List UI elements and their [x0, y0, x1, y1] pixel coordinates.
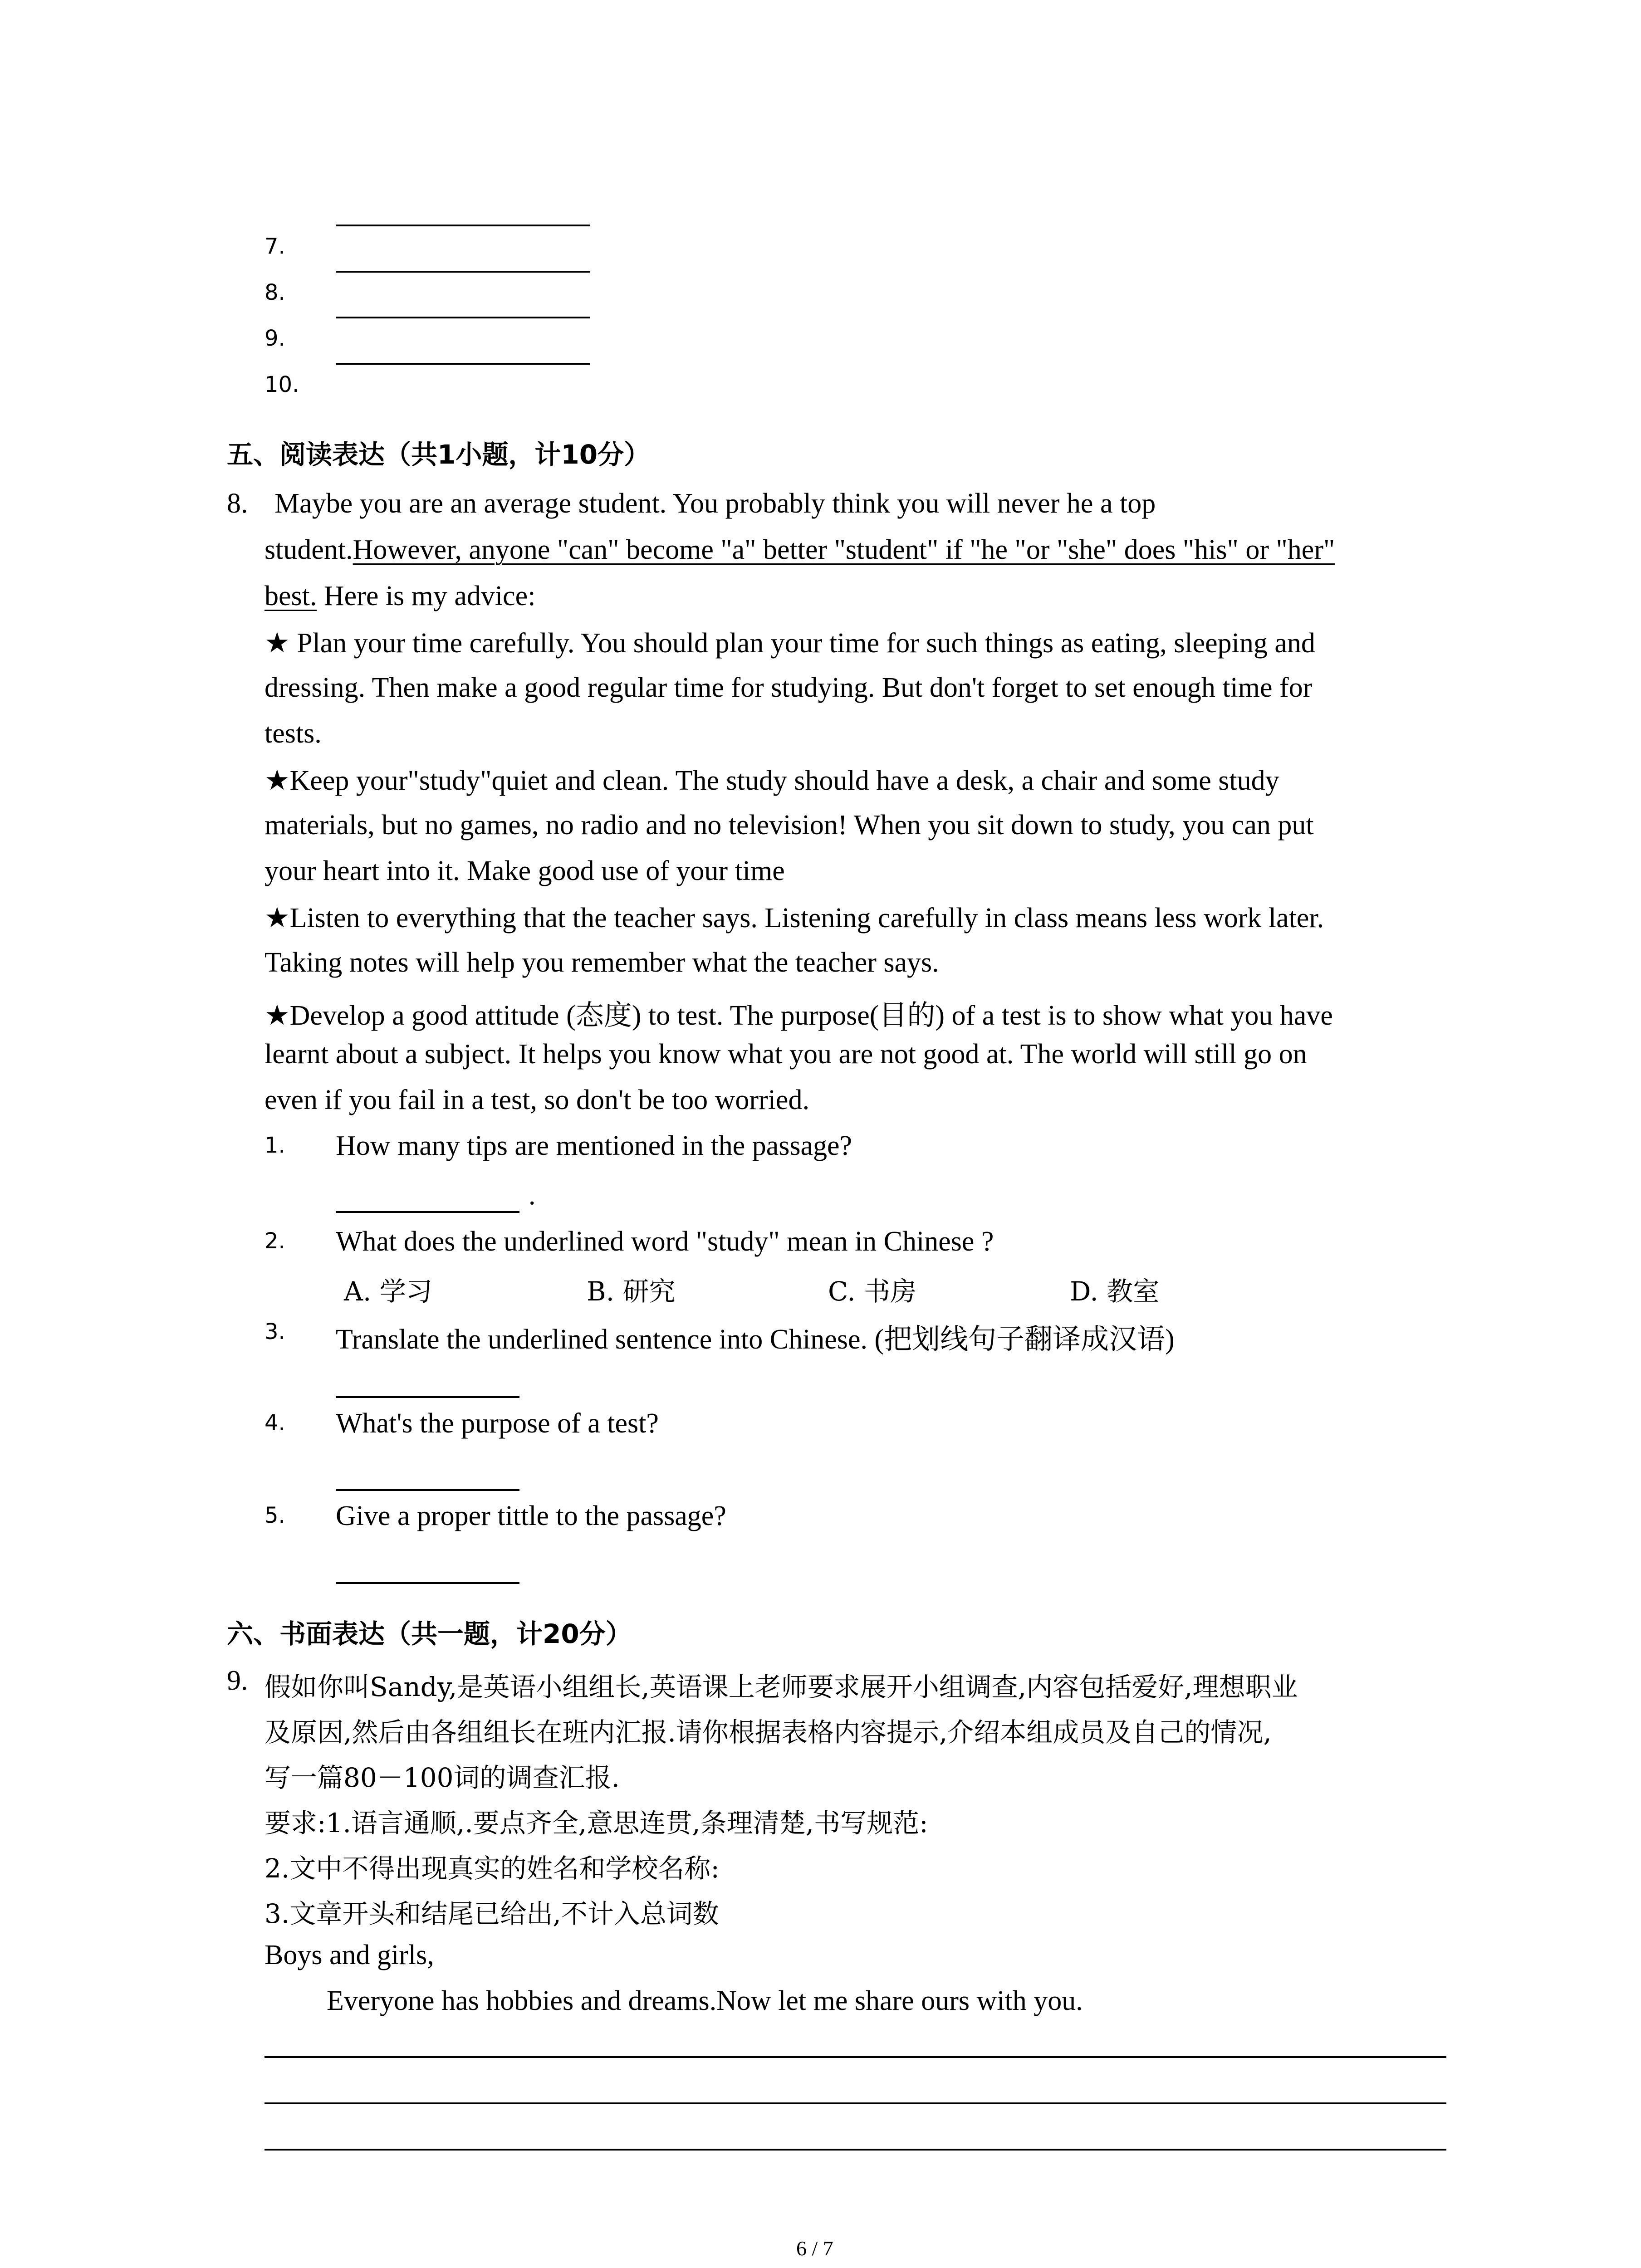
sub-question-number: 5.	[265, 1503, 285, 1528]
passage-line: your heart into it. Make good use of your time	[265, 855, 785, 886]
sub-question-text: What's the purpose of a test?	[336, 1408, 659, 1439]
sub-question-text: How many tips are mentioned in the passage?	[336, 1130, 852, 1161]
passage-line: ★Listen to everything that the teacher says. Listening carefully in class means less work later.	[265, 903, 1324, 934]
writing-line[interactable]	[265, 2102, 1446, 2104]
task-line: 假如你叫Sandy,是英语小组组长,英语课上老师要求展开小组调查,内容包括爱好,理想职业	[265, 1672, 1298, 1702]
answer-line[interactable]	[336, 1396, 519, 1398]
requirement-line: 2.文中不得出现真实的姓名和学校名称:	[265, 1853, 720, 1884]
option-d[interactable]: D. 教室	[1070, 1276, 1160, 1307]
question-number: 8.	[227, 488, 248, 519]
passage-line: Taking notes will help you remember what the teacher says.	[265, 947, 939, 978]
passage-line: materials, but no games, no radio and no television! When you sit down to study, you can put	[265, 810, 1314, 841]
page-number: 6 / 7	[796, 2237, 833, 2260]
section-heading: 五、阅读表达（共1小题，计10分）	[227, 439, 651, 470]
answer-blank-label: 8.	[265, 280, 285, 305]
passage-line: ★ Plan your time carefully. You should plan your time for such things as eating, sleeping and	[265, 628, 1315, 659]
sub-question-number: 2.	[265, 1228, 285, 1254]
passage-text: student.	[265, 534, 353, 565]
passage-text: Here is my advice:	[317, 581, 536, 611]
sub-question-text: What does the underlined word "study" mean in Chinese ?	[336, 1226, 994, 1257]
passage-line	[265, 534, 1335, 566]
sub-question-text: Give a proper tittle to the passage?	[336, 1501, 726, 1531]
section-heading: 六、书面表达（共一题，计20分）	[227, 1618, 632, 1649]
task-line: 及原因,然后由各组组长在班内汇报.请你根据表格内容提示,介绍本组成员及自己的情况,	[265, 1717, 1272, 1748]
underlined-sentence: However, anyone "can" become "a" better "student" if "he "or "she" does "his" or "her"	[353, 534, 1335, 565]
passage-line: ★Develop a good attitude (态度) to test. The purpose(目的) of a test is to show what you have	[265, 1000, 1333, 1031]
question-number: 9.	[227, 1665, 248, 1696]
essay-opening: Everyone has hobbies and dreams.Now let me share ours with you.	[327, 1985, 1083, 2016]
passage-line	[265, 580, 535, 612]
answer-blank-label: 10.	[265, 372, 299, 397]
sub-question-text: Translate the underlined sentence into Chinese. (把划线句子翻译成汉语)	[336, 1324, 1175, 1355]
writing-line[interactable]	[265, 2056, 1446, 2058]
essay-greeting: Boys and girls,	[265, 1940, 434, 1970]
answer-blank-9-line[interactable]	[336, 317, 590, 318]
answer-suffix: .	[529, 1180, 536, 1211]
task-line: 写一篇80－100词的调查汇报.	[265, 1762, 620, 1793]
passage-line: learnt about a subject. It helps you know what you are not good at. The world will still go on	[265, 1039, 1307, 1070]
answer-blank-label: 9.	[265, 326, 285, 351]
sub-question-number: 4.	[265, 1410, 285, 1436]
answer-line[interactable]	[336, 1211, 519, 1213]
option-c[interactable]: C. 书房	[828, 1276, 917, 1307]
passage-line: even if you fail in a test, so don't be too worried.	[265, 1085, 809, 1115]
passage-line: dressing. Then make a good regular time for studying. But don't forget to set enough time for	[265, 672, 1313, 703]
passage-line: Maybe you are an average student. You probably think you will never he a top	[274, 488, 1156, 519]
answer-line[interactable]	[336, 1582, 519, 1584]
sub-question-number: 1.	[265, 1133, 285, 1158]
requirement-line: 要求:1.语言通顺,.要点齐全,意思连贯,条理清楚,书写规范:	[265, 1808, 928, 1838]
answer-blank-7-line[interactable]	[336, 225, 590, 226]
underlined-sentence-end: best.	[265, 581, 317, 611]
answer-line[interactable]	[336, 1489, 519, 1491]
passage-line: tests.	[265, 718, 322, 749]
writing-line[interactable]	[265, 2149, 1446, 2151]
requirement-line: 3.文章开头和结尾已给出,不计入总词数	[265, 1898, 719, 1929]
sub-question-number: 3.	[265, 1319, 285, 1344]
answer-blank-10-line[interactable]	[336, 363, 590, 365]
passage-line: ★Keep your"study"quiet and clean. The study should have a desk, a chair and some study	[265, 765, 1279, 796]
answer-blank-label: 7.	[265, 234, 285, 259]
option-a[interactable]: A. 学习	[344, 1276, 432, 1307]
answer-blank-8-line[interactable]	[336, 271, 590, 273]
option-b[interactable]: B. 研究	[587, 1276, 676, 1307]
